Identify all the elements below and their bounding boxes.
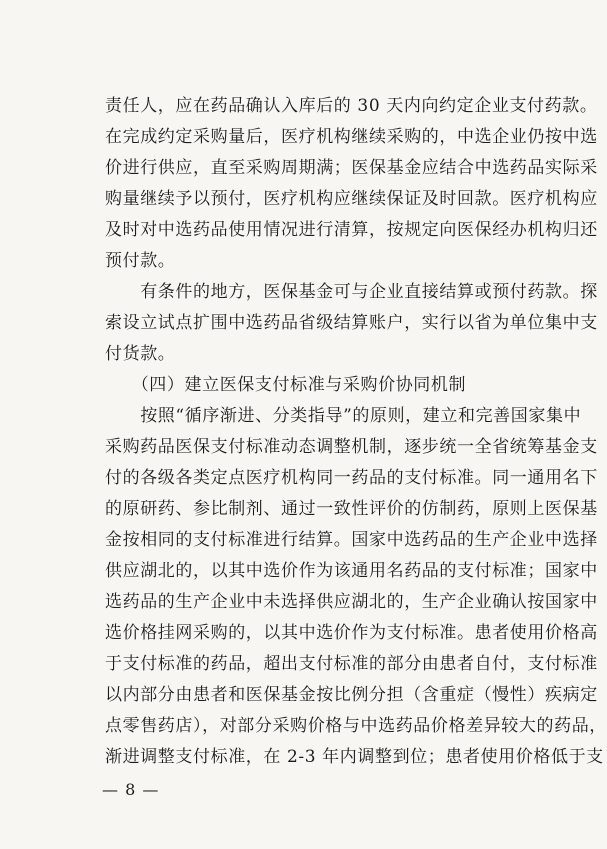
text-line: 付的各级各类定点医疗机构同一药品的支付标准。同一通用名下	[105, 468, 598, 488]
page-number: — 8 —	[102, 780, 160, 799]
text-line: 价进行供应，直至采购周期满；医保基金应结合中选药品实际采	[105, 158, 598, 178]
text-line: 选价格挂网采购的，以其中选价作为支付标准。患者使用价格高	[105, 623, 598, 643]
text-line: 金按相同的支付标准进行结算。国家中选药品的生产企业中选择	[105, 530, 598, 550]
text-line: 渐进调整支付标准，在 2-3 年内调整到位；患者使用价格低于支	[105, 747, 604, 767]
section-heading: （四）建立医保支付标准与采购价协同机制	[105, 375, 467, 395]
text-line: 有条件的地方，医保基金可与企业直接结算或预付药款。探	[105, 282, 598, 302]
text-line: 于支付标准的药品，超出支付标准的部分由患者自付，支付标准	[105, 654, 598, 674]
text-line: 选药品的生产企业中未选择供应湖北的，生产企业确认按国家中	[105, 592, 598, 612]
text-line: 点零售药店），对部分采购价格与中选药品价格差异较大的药品，	[105, 716, 607, 736]
text-line: 在完成约定采购量后，医疗机构继续采购的，中选企业仍按中选	[105, 127, 598, 147]
text-line: 按照“循序渐进、分类指导”的原则，建立和完善国家集中	[105, 406, 582, 426]
text-line: 以内部分由患者和医保基金按比例分担（含重症（慢性）疾病定	[105, 685, 598, 705]
text-line: 及时对中选药品使用情况进行清算，按规定向医保经办机构归还	[105, 220, 598, 240]
text-line: 采购药品医保支付标准动态调整机制，逐步统一全省统筹基金支	[105, 437, 598, 457]
text-line: 购量继续予以预付，医疗机构应继续保证及时回款。医疗机构应	[105, 189, 598, 209]
text-line: 的原研药、参比制剂、通过一致性评价的仿制药，原则上医保基	[105, 499, 598, 519]
text-line: 索设立试点扩围中选药品省级结算账户，实行以省为单位集中支	[105, 313, 598, 333]
text-line: 责任人，应在药品确认入库后的 30 天内向约定企业支付药款。	[105, 96, 598, 116]
text-line: 付货款。	[105, 344, 176, 364]
text-line: 预付款。	[105, 251, 176, 271]
text-line: 供应湖北的，以其中选价作为该通用名药品的支付标准；国家中	[105, 561, 598, 581]
